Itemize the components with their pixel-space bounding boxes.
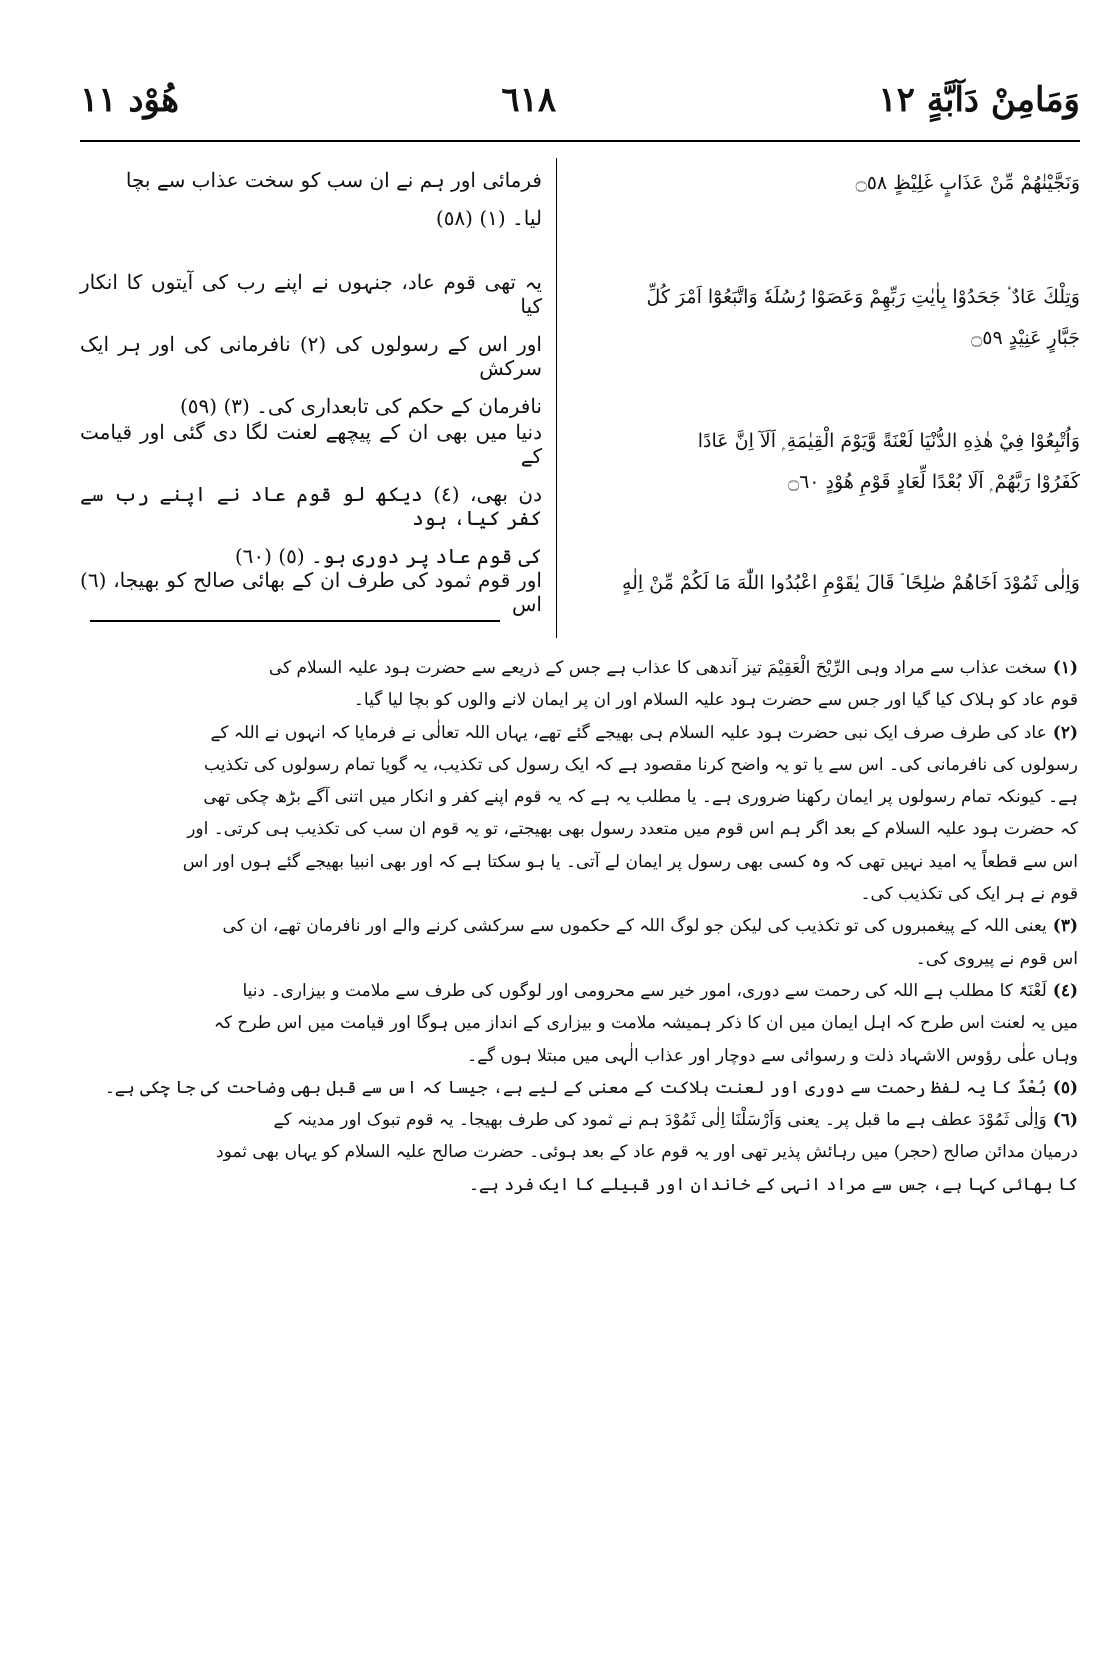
arabic-line: وَاِلٰى ثَمُوْدَ اَخَاهُمْ صٰلِحًا ۘ قَالَ يٰقَوْمِ اعْبُدُوا اللّٰهَ مَا لَكُمْ مِّنْ اِلٰهٍ: [621, 572, 1080, 594]
surah-name: هُوْد ١١: [80, 80, 180, 120]
footnote-text: عاد کی طرف صرف ایک نبی حضرت ہود علیہ السلام ہی بھیجے گئے تھے، یہاں اللہ تعالٰی نے فرمایا کہ انہوں نے اللہ کے: [210, 722, 1047, 743]
header-divider: [80, 140, 1080, 142]
footnote-text: سخت عذاب سے مراد وہی الرِّیْحَ الْعَقِیْمَ تیز آندھی کا عذاب ہے جس کے ذریعے سے حضرت ہود علیہ السلام کی: [268, 658, 1047, 678]
footnotes: [78, 652, 1078, 1201]
footnote-line: [78, 846, 1078, 878]
footnote-number: (٦): [1052, 1110, 1078, 1131]
footnote: [78, 910, 1078, 975]
translation-line: دن بھی، (٤) دیکھ لو قوم عاد نے اپنے رب سے کفر کیا، ہود: [80, 482, 542, 530]
footnote-line: [78, 781, 1078, 813]
footnote-text: وَاِلٰی ثَمُوْدَ عطف ہے ما قبل پر۔ یعنی وَاَرْسَلْنَا اِلٰی ثَمُوْدَ ہم نے ثمود کی طرف بھیجا۔ یہ قوم تبوک اور مدینہ کے: [273, 1110, 1047, 1131]
footnote-number: (١): [1052, 658, 1078, 678]
translation-verse-59: [80, 270, 542, 432]
translation-verse-58: [80, 168, 542, 244]
footnote-line: [78, 1169, 1078, 1201]
translation-line: یہ تھی قوم عاد، جنہوں نے اپنے رب کی آیتوں کا انکار کیا: [80, 270, 542, 318]
footnote-text: ہے۔ کیونکہ تمام رسولوں پر ایمان رکھنا ضروری ہے۔ یا مطلب یہ ہے کہ یہ قوم اپنے کفر و انکار میں اتنی آگے بڑھ چکی تھی: [203, 787, 1078, 808]
footnote-line: [78, 975, 1078, 1007]
footnote-line: [78, 1136, 1078, 1168]
juz-name: وَمَامِنْ دَآبَّةٍ ١٢: [878, 80, 1080, 120]
translation-line: دنیا میں بھی ان کے پیچھے لعنت لگا دی گئی اور قیامت کے: [80, 420, 542, 468]
footnote-line: [78, 684, 1078, 716]
footnote-text: بُعْدٌ کا یہ لفظ رحمت سے دوری اور لعنت ہلاکت کے معنی کے لیے ہے، جیسا کہ اس سے قبل بھی وضاحت کی جا چکی ہے۔: [104, 1077, 1047, 1098]
arabic-line: كَفَرُوْا رَبَّهُمْ ۭ اَلَا بُعْدًا لِّعَادٍ قَوْمِ هُوْدٍ ۝٦٠: [787, 470, 1080, 493]
arabic-verse-58: [572, 172, 1080, 213]
footnote-line: [78, 1007, 1078, 1039]
page-header: [80, 70, 1080, 130]
arabic-line: وَاُتْبِعُوْا فِيْ هٰذِهِ الدُّنْيَا لَعْنَةً وَّيَوْمَ الْقِيٰمَةِ ۭ اَلَآ اِنَّ عَادًا: [697, 430, 1080, 452]
footnote-text: قوم نے ہر ایک کی تکذیب کی۔: [860, 884, 1078, 905]
footnote-line: [78, 878, 1078, 910]
footnote-number: (٢): [1052, 722, 1078, 743]
footnote-number: (٣): [1052, 916, 1078, 937]
footnote-line: [78, 749, 1078, 781]
footnote-text: یعنی اللہ کے پیغمبروں کی تو تکذیب کی لیکن جو لوگ اللہ کے حکموں سے سرکشی کرنے والے اور نافرمان تھے، ان کی: [222, 916, 1047, 937]
footnote-line: [78, 1040, 1078, 1072]
footnote: [78, 1104, 1078, 1201]
footnote-number: (٤): [1052, 980, 1078, 1001]
footnote: [78, 717, 1078, 911]
footnote-text: میں یہ لعنت اس طرح کہ اہل ایمان میں ان کا ذکر ہمیشہ ملامت و بیزاری کے انداز میں ہوگا اور قیامت میں اس طرح کہ: [213, 1013, 1078, 1034]
footnote: [78, 975, 1078, 1072]
footnote-number: (٥): [1052, 1077, 1078, 1098]
footnote-divider: [90, 620, 500, 622]
footnote-text: درمیان مدائن صالح (حجر) میں رہائش پذیر تھی اور یہ قوم عاد کے بعد ہوئی۔ حضرت صالح علیہ السلام کو یہاں بھی ثمود: [216, 1142, 1078, 1163]
footnote: [78, 1072, 1078, 1104]
footnote-line: [78, 813, 1078, 845]
footnote-text: رسولوں کی نافرمانی کی۔ اس سے یا تو یہ واضح کرنا مقصود ہے کہ ایک رسول کی تکذیب، یہ گویا تمام رسولوں کی تکذیب: [204, 754, 1078, 775]
translation-line: فرمائی اور ہم نے ان سب کو سخت عذاب سے بچا: [125, 168, 542, 192]
footnote-text: لَعْنَۃً کا مطلب ہے اللہ کی رحمت سے دوری، امور خیر سے محرومی اور لوگوں کی طرف سے ملامت و بیزاری۔ دنیا: [242, 980, 1047, 1001]
arabic-line: وَنَجَّيْنٰهُمْ مِّنْ عَذَابٍ غَلِيْظٍ ۝٥٨: [855, 172, 1080, 194]
translation-line: لیا۔ (١) (٥٨): [435, 206, 542, 230]
verse-columns: [80, 158, 1080, 658]
translation-line: اور قوم ثمود کی طرف ان کے بھائی صالح کو بھیجا، (٦) اس: [80, 568, 542, 616]
arabic-verse-59: [572, 286, 1080, 368]
arabic-verse-60: [572, 430, 1080, 512]
footnote-text: کہ حضرت ہود علیہ السلام کے بعد اگر ہم اس قوم میں متعدد رسول بھی بھیجتے، تو یہ قوم ان سب کی تکذیب ہی کرتی۔ اور: [187, 819, 1078, 840]
footnote-text: قوم عاد کو ہلاک کیا گیا اور جس سے حضرت ہود علیہ السلام اور ان پر ایمان لانے والوں کو بچا لیا گیا۔: [353, 690, 1078, 711]
column-divider: [556, 158, 557, 638]
footnote-line: [78, 1104, 1078, 1136]
footnote-text: اس قوم نے پیروی کی۔: [915, 948, 1078, 969]
footnote-line: [78, 1072, 1078, 1104]
footnote-text: وہاں علٰی رؤوس الاشہاد ذلت و رسوائی سے دوچار اور عذاب الٰہی میں مبتلا ہوں گے۔: [467, 1045, 1078, 1066]
translation-line: کی قوم عاد پر دوری ہو۔ (٥) (٦٠): [234, 544, 542, 568]
footnote-line: [78, 943, 1078, 975]
footnote-line: [78, 652, 1078, 684]
translation-verse-60: [80, 420, 542, 582]
footnote-line: [78, 717, 1078, 749]
arabic-line: وَتِلْكَ عَادٌ ۟ جَحَدُوْا بِاٰيٰتِ رَبِّهِمْ وَعَصَوْا رُسُلَهٗ وَاتَّبَعُوْٓا اَمْرَ كُلِّ: [646, 286, 1080, 308]
footnote: [78, 652, 1078, 717]
footnote-text: اس سے قطعاً یہ امید نہیں تھی کہ وہ کسی بھی رسول پر ایمان لے آتی۔ یا ہو سکتا ہے کہ اور بھی انبیا بھیجے گئے ہوں اور اس: [182, 851, 1078, 872]
page-number: ٦١٨: [501, 80, 557, 120]
translation-line: نافرمان کے حکم کی تابعداری کی۔ (٣) (٥٩): [179, 394, 542, 418]
footnote-text: کا بھائی کہا ہے، جس سے مراد انہی کے خاندان اور قبیلے کا ایک فرد ہے۔: [469, 1174, 1078, 1195]
arabic-line: جَبَّارٍ عَنِيْدٍ ۝٥٩: [971, 326, 1080, 349]
arabic-verse-61: [572, 572, 1080, 613]
footnote-line: [78, 910, 1078, 942]
translation-line: اور اس کے رسولوں کی (٢) نافرمانی کی اور ہر ایک سرکش: [80, 332, 542, 380]
